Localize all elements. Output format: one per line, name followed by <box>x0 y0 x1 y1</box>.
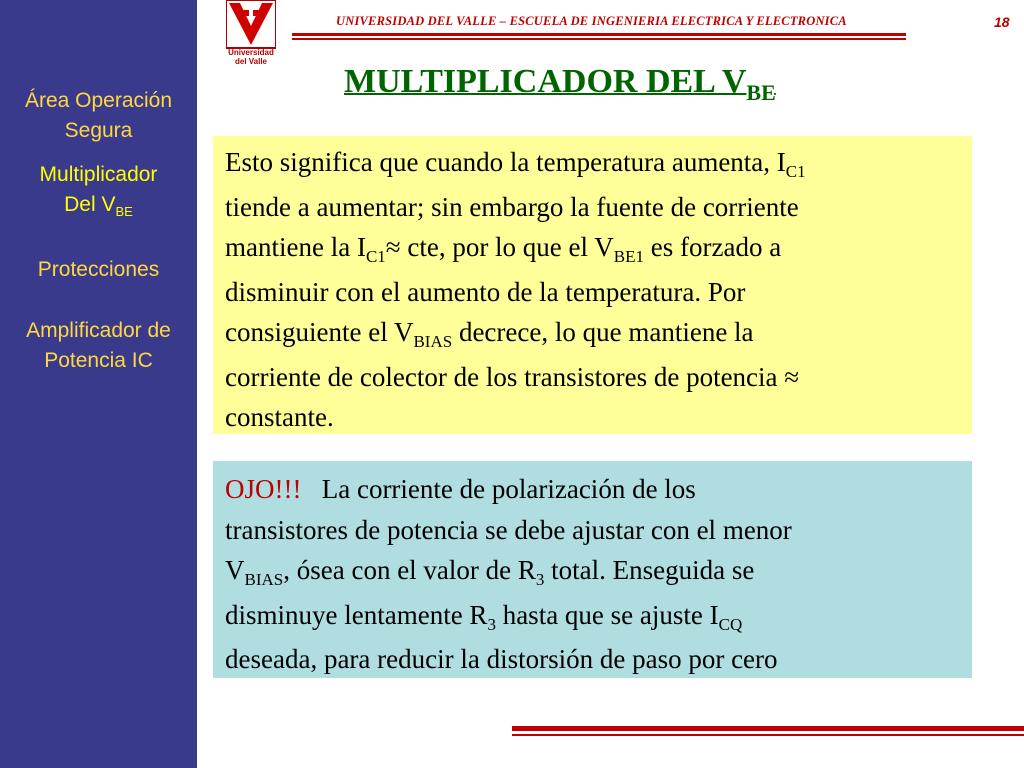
warning-label: OJO!!! <box>225 474 302 504</box>
text-run: constante. <box>225 402 334 432</box>
subscript: BIAS <box>244 570 284 589</box>
nav-item-protecciones[interactable] <box>0 255 197 285</box>
nav-item-label: Del V <box>64 193 116 216</box>
warning-box <box>213 461 972 678</box>
text-run: es forzado a <box>644 232 782 262</box>
slide-title-subscript: BE <box>746 80 776 105</box>
nav-item-subscript: BE <box>115 204 133 219</box>
subscript: C1 <box>365 247 386 266</box>
nav-item-amplificador-potencia-ic[interactable] <box>0 316 197 376</box>
subscript: BIAS <box>413 332 453 351</box>
text-run: ≈ cte, por lo que el V <box>385 232 614 262</box>
subscript: CQ <box>718 614 743 634</box>
header-divider <box>292 38 906 40</box>
footer-divider <box>512 726 1024 731</box>
text-run: mantiene la I <box>225 232 366 262</box>
page-number: 18 <box>994 14 1010 30</box>
nav-item-label: Protecciones <box>37 258 160 281</box>
explanation-box <box>213 136 972 434</box>
sidebar-nav <box>0 0 197 768</box>
nav-item-label: Amplificador de <box>26 319 171 342</box>
text-run: corriente de colector de los transistores de potencia ≈ <box>225 361 800 392</box>
text-run: total. Enseguida se <box>544 555 755 585</box>
footer-divider <box>512 734 1024 736</box>
text-run: tiende a aumentar; sin embargo la fuente de corriente <box>225 191 799 222</box>
text-run: hasta que se ajuste I <box>495 599 719 630</box>
nav-item-label: Multiplicador <box>39 163 158 186</box>
nav-item-label: Segura <box>64 119 133 142</box>
text-run: , ósea con el valor de R <box>283 555 536 585</box>
text-run: disminuir con el aumento de la temperatura. Por <box>225 276 746 307</box>
slide-title-text: MULTIPLICADOR DEL V <box>344 63 747 100</box>
text-run: consiguiente el V <box>225 317 414 347</box>
logo-caption-line: Universidad <box>228 48 274 57</box>
nav-item-label: Área Operación <box>24 89 173 112</box>
institution-header: UNIVERSIDAD DEL VALLE – ESCUELA DE INGENIERIA ELECTRICA Y ELECTRONICA <box>336 14 847 28</box>
text-run: deseada, para reducir la distorsión de paso por cero <box>225 644 778 674</box>
logo-caption-line: del Valle <box>234 57 268 66</box>
text-run: disminuye lentamente R <box>225 599 488 630</box>
logo-caption <box>222 48 280 66</box>
text-run: Esto significa que cuando la temperatura aumenta, I <box>225 147 786 177</box>
text-run: transistores de potencia se debe ajustar con el menor <box>225 514 792 545</box>
slide-title <box>344 63 776 105</box>
subscript: 3 <box>487 614 496 634</box>
nav-item-area-operacion-segura[interactable] <box>0 86 197 146</box>
text-run: decrece, lo que mantiene la <box>452 317 754 347</box>
nav-item-multiplicador-vbe[interactable] <box>0 160 197 222</box>
text-run: La corriente de polarización de los <box>301 474 696 504</box>
text-run: V <box>225 555 245 585</box>
nav-item-label: Potencia IC <box>44 349 153 372</box>
subscript: BE1 <box>613 247 645 266</box>
subscript: C1 <box>785 162 806 181</box>
header-divider <box>292 33 906 36</box>
subscript: 3 <box>535 570 545 589</box>
